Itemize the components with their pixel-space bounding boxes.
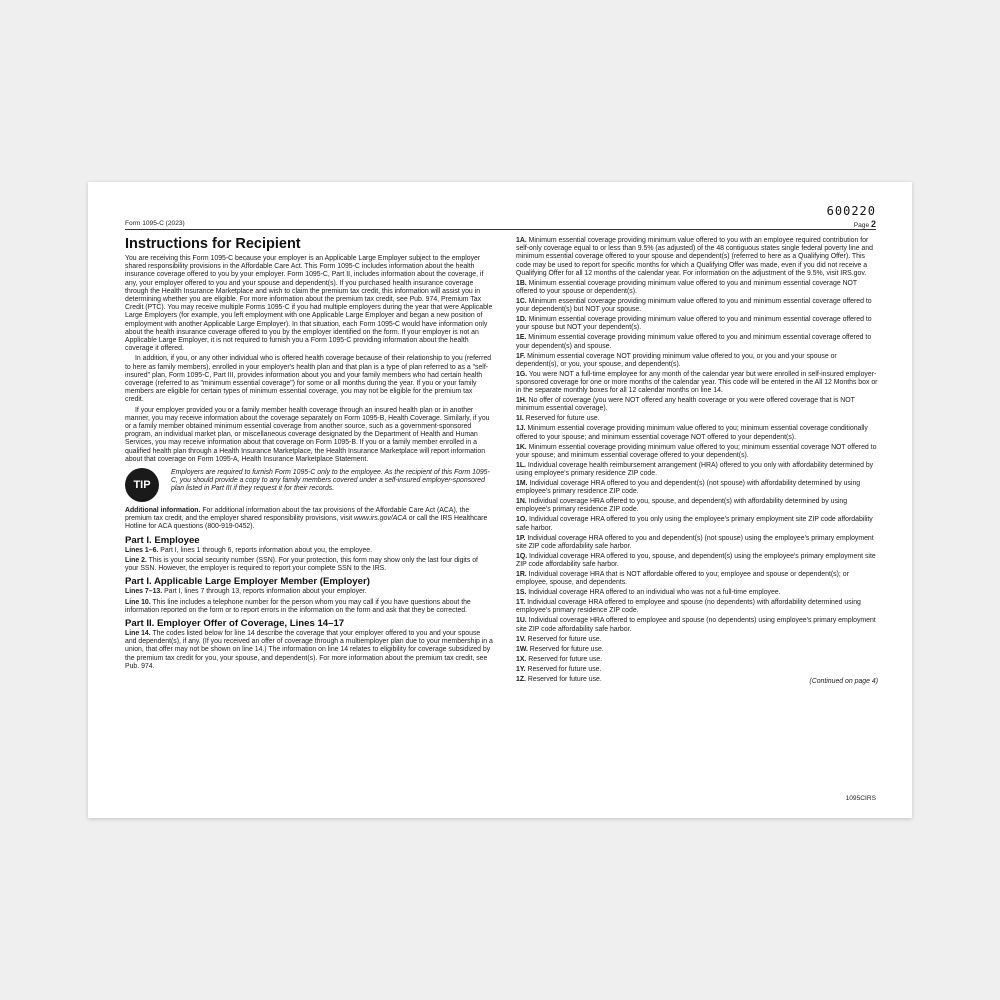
document-page (88, 182, 912, 818)
page-label: Page (853, 222, 870, 229)
code-item (516, 397, 878, 413)
code-text: Individual coverage HRA offered to you and dependent(s) (not spouse) using the employee's primary employment site ZIP code affordability safe harbor. (516, 534, 874, 550)
additional-label: Additional information. (125, 507, 201, 515)
page-code: 600220 (826, 204, 876, 218)
code-label: 1W. (516, 645, 528, 653)
code-label: 1R. (516, 571, 527, 579)
code-label: 1Y. (516, 665, 526, 673)
code-item (516, 599, 878, 615)
right-column (516, 237, 878, 686)
part1-line-2 (125, 557, 493, 573)
tip-text: Employers are required to furnish Form 1095-C only to the employee. As the recipient of this Form 1095-C, you should provide a copy to any family members covered under a self-insured employer-sponsored plan listed in Part III if they request it for their records. (171, 469, 490, 493)
code-label: 1C. (516, 298, 527, 306)
code-item (516, 415, 878, 423)
code-text: Reserved for future use. (523, 415, 600, 423)
code-text: Minimum essential coverage NOT providing minimum value offered to you, or you and your spouse or dependent(s), or you, your spouse, and dependent(s). (516, 352, 837, 368)
additional-text: For additional information about the tax provisions of the Affordable Care Act (ACA), the premium tax credit, and the employer shared responsibility provisions, visit (125, 507, 470, 523)
code-label: 1V. (516, 635, 526, 643)
code-text: Minimum essential coverage providing minimum value offered to you and minimum essential coverage offered to your dependent(s) but NOT your spouse. (516, 298, 872, 314)
code-text: Minimum essential coverage providing minimum value offered to you; minimum essential coverage conditionally offered to your spouse; and minimum essential coverage NOT offered to your dependent(s). (516, 425, 868, 441)
line-text: Part I, lines 1 through 6, reports information about you, the employee. (158, 546, 373, 554)
code-item (516, 444, 878, 460)
page-number (854, 219, 876, 229)
intro-paragraph-2: In addition, if you, or any other individual who is offered health coverage because of their relationship to you (referred to here as family members), enrolled in your employer's health plan and that plan is a type of plan referred to as a "self-insured" plan, Form 1095-C, Part III, provides information about you and your family members who had certain health coverage (referred to as "minimum essential coverage") for some or all months during the year. If you or your family members are eligible for certain types of minimum essential coverage, you may not be eligible for the premium tax credit. (125, 355, 492, 404)
code-item (516, 617, 878, 633)
line-text: The codes listed below for line 14 describe the coverage that your employer offered to you and your spouse and dependent(s), if any. (If you received an offer of coverage through a multiemployer plan due to your membership in a union, that offer may not be shown on line 14.) The information on line 14 relates to eligibility for coverage subsidized by the premium tax credit for you, your spouse, and dependent(s). For more information about the premium tax credit, see Pub. 974. (125, 629, 493, 670)
code-item (516, 571, 878, 587)
intro-paragraph-1: You are receiving this Form 1095-C because your employer is an Applicable Large Employer subject to the employer shared responsibility provisions in the Affordable Care Act. This Form 1095-C includes information about the health insurance coverage offered to you by your employer. Form 1095-C, Part II, includes information about the coverage, if any, your employer offered to you and your spouse and dependent(s). If you purchased health insurance coverage through the Health Insurance Marketplace and wish to claim the premium tax credit, this information will assist you in determining whether you are eligible. For more information about the premium tax credit, see Pub. 974, Premium Tax Credit (PTC). You may receive multiple Forms 1095-C if you had multiple employers during the year that were Applicable Large Employers (for example, you left employment with one Applicable Large Employer and began a new position of employment with another Applicable Large Employer). In that situation, each Form 1095-C would have information only about the health insurance coverage offered to you by the employer identified on the form. If your employer is not an Applicable Large Employer, it is not required to furnish you a Form 1095-C providing information about the health coverage it offered. (125, 255, 493, 353)
code-item (516, 498, 878, 514)
part1-heading: Part I. Employee (125, 534, 200, 546)
code-item (516, 462, 878, 478)
code-label: 1L. (516, 461, 526, 469)
part1-employer-line-1 (125, 588, 493, 596)
code-label: 1F. (516, 352, 526, 360)
line-text: Part I, lines 7 through 13, reports information about your employer. (162, 588, 367, 596)
code-text: Minimum essential coverage providing minimum value offered to you; minimum essential coverage NOT offered to your spouse; and minimum essential coverage offered to your dependent(s). (516, 443, 877, 459)
part2-heading: Part II. Employer Offer of Coverage, Lines 14–17 (125, 617, 345, 629)
footer-code: 1095CIRS (845, 795, 876, 802)
code-text: Individual coverage HRA offered to you, spouse, and dependent(s) using the employee's primary employment site ZIP code affordability safe harbor. (516, 552, 876, 569)
code-label: 1G. (516, 370, 528, 378)
code-label: 1Z. (516, 675, 526, 683)
line-label: Line 2. (125, 556, 147, 564)
code-text: Minimum essential coverage providing minimum value offered to you and minimum essential coverage NOT offered to your spouse or dependent(s). (516, 279, 857, 296)
code-text: Reserved for future use. (526, 655, 603, 663)
line-text: This is your social security number (SSN). For your protection, this form may show only the last four digits of your SSN. However, the employer is required to report your complete SSN to the IRS. (125, 556, 478, 573)
code-text: No offer of coverage (you were NOT offered any health coverage or you were offered coverage that is NOT minimum essential coverage). (516, 397, 855, 413)
additional-information (125, 507, 493, 532)
code-item (516, 516, 878, 532)
code-label: 1H. (516, 397, 527, 405)
code-label: 1O. (516, 516, 528, 524)
code-item (516, 371, 878, 396)
code-item (516, 535, 878, 551)
code-item (516, 636, 878, 644)
code-item (516, 316, 878, 332)
part2-line-14 (125, 630, 493, 671)
continued-note: (Continued on page 4) (809, 677, 878, 685)
code-text: Individual coverage HRA offered to you only using the employee's primary employment site ZIP code affordability safe harbor. (516, 516, 873, 532)
code-item (516, 280, 878, 296)
code-text: Individual coverage HRA offered to employee and spouse (no dependents) with affordability determined using employee's primary residence ZIP code. (516, 599, 861, 615)
part1-employer-heading: Part I. Applicable Large Employer Member (Employer) (125, 576, 370, 588)
code-label: 1S. (516, 589, 527, 597)
irs-aca-link[interactable]: www.irs.gov/ACA (354, 515, 407, 523)
code-text: Reserved for future use. (525, 635, 602, 643)
left-column (125, 236, 493, 673)
line-label: Line 10. (125, 598, 151, 606)
code-text: Minimum essential coverage providing minimum value offered to you and minimum essential coverage offered to your spouse but NOT your dependent(s). (516, 316, 872, 332)
code-text: Minimum essential coverage providing minimum value offered to you with an employee required contribution for self-only coverage equal to or less than 9.5% (as adjusted) of the 48 contiguous states single federal poverty line and minimum essential coverage offered to your spouse and dependent(s) (referred to here as a Qualifying Offer). This code may be used to report for specific months for which a Qualifying Offer was made, even if you did not receive a Qualifying Offer for all 12 months of the calendar year. For information on the adjustment of the 9.5%, visit IRS.gov. (516, 237, 873, 277)
code-item (516, 589, 878, 597)
page-number-value: 2 (870, 219, 876, 229)
part1-employer-line-2 (125, 599, 493, 615)
intro-paragraph-3: If your employer provided you or a family member health coverage through an insured health plan or in another manner, you may receive information about the coverage separately on Form 1095-B, Health Coverage. Similarly, if you or a family member obtained minimum essential coverage from another source, such as a government-sponsored program, an individual market plan, or miscellaneous coverage designated by the Department of Health and Human Services, you may receive information about that coverage on Form 1095-B. If you or a family member enrolled in a qualified health plan through a Health Insurance Marketplace, the Health Insurance Marketplace will report information about that coverage on Form 1095-A, Health Insurance Marketplace Statement. (125, 406, 490, 463)
additional-tail: or call the IRS Healthcare Hotline for ACA questions (800-919-0452). (125, 515, 488, 531)
page-title: Instructions for Recipient (125, 236, 301, 252)
code-item (516, 353, 878, 369)
code-label: 1U. (516, 617, 527, 625)
code-label: 1I. (516, 415, 524, 423)
code-item (516, 425, 878, 441)
line-label: Lines 7–13. (125, 588, 163, 596)
line-label: Lines 1–6. (125, 546, 159, 554)
code-label: 1E. (516, 334, 527, 342)
code-item (516, 237, 878, 278)
code-text: Individual coverage HRA that is NOT affordable offered to you; employee and spouse or dependent(s); or employee, spouse, and dependents. (516, 571, 849, 587)
code-label: 1T. (516, 599, 526, 607)
code-item (516, 646, 878, 654)
line-text: This line includes a telephone number for the person whom you may call if you have questions about the information reported on the form or to report errors in the information on the form and ask that they be corrected. (125, 598, 471, 614)
code-text: Reserved for future use. (525, 675, 602, 683)
code-label: 1M. (516, 480, 528, 488)
code-item (516, 480, 878, 496)
code-text: Minimum essential coverage providing minimum value offered to you and minimum essential coverage offered to your dependent(s) and spouse. (516, 334, 872, 350)
code-label: 1K. (516, 443, 527, 451)
code-item (516, 334, 878, 350)
line-label: Line 14. (125, 629, 151, 637)
code-text: Reserved for future use. (525, 665, 602, 673)
code-item (516, 656, 878, 664)
code-label: 1B. (516, 279, 527, 287)
code-text: Individual coverage health reimbursement arrangement (HRA) offered to you only with affordability determined by using employee's primary residence ZIP code. (516, 461, 874, 478)
tip-icon: TIP (125, 468, 159, 502)
code-item (516, 553, 878, 569)
part1-line-1 (125, 547, 493, 555)
code-text: Individual coverage HRA offered to an individual who was not a full-time employee. (526, 589, 781, 597)
form-identifier: Form 1095-C (2023) (125, 220, 185, 227)
code-label: 1D. (516, 316, 527, 324)
code-label: 1J. (516, 425, 526, 433)
code-text: Individual coverage HRA offered to you and dependent(s) (not spouse) with affordability determined by using employee's primary residence ZIP code. (516, 480, 861, 496)
code-text: Individual coverage HRA offered to you, spouse, and dependent(s) with affordability determined by using employee's primary residence ZIP code. (516, 498, 848, 514)
code-label: 1A. (516, 237, 527, 244)
code-label: 1X. (516, 655, 527, 663)
code-text: Reserved for future use. (527, 645, 604, 653)
code-item (516, 298, 878, 314)
code-text: Individual coverage HRA offered to employee and spouse (no dependents) using employee's primary employment site ZIP code affordability safe harbor. (516, 617, 876, 633)
header-rule (125, 229, 876, 230)
code-label: 1Q. (516, 552, 528, 560)
tip-box (125, 468, 493, 502)
code-item (516, 666, 878, 674)
code-text: You were NOT a full-time employee for any month of the calendar year but were enrolled in self-insured employer-sponsored coverage for one or more months of the calendar year. This code will be entered in the All 12 Months box or in the separate monthly boxes for all 12 calendar months on line 14. (516, 370, 878, 395)
code-label: 1N. (516, 498, 527, 506)
code-label: 1P. (516, 534, 526, 542)
